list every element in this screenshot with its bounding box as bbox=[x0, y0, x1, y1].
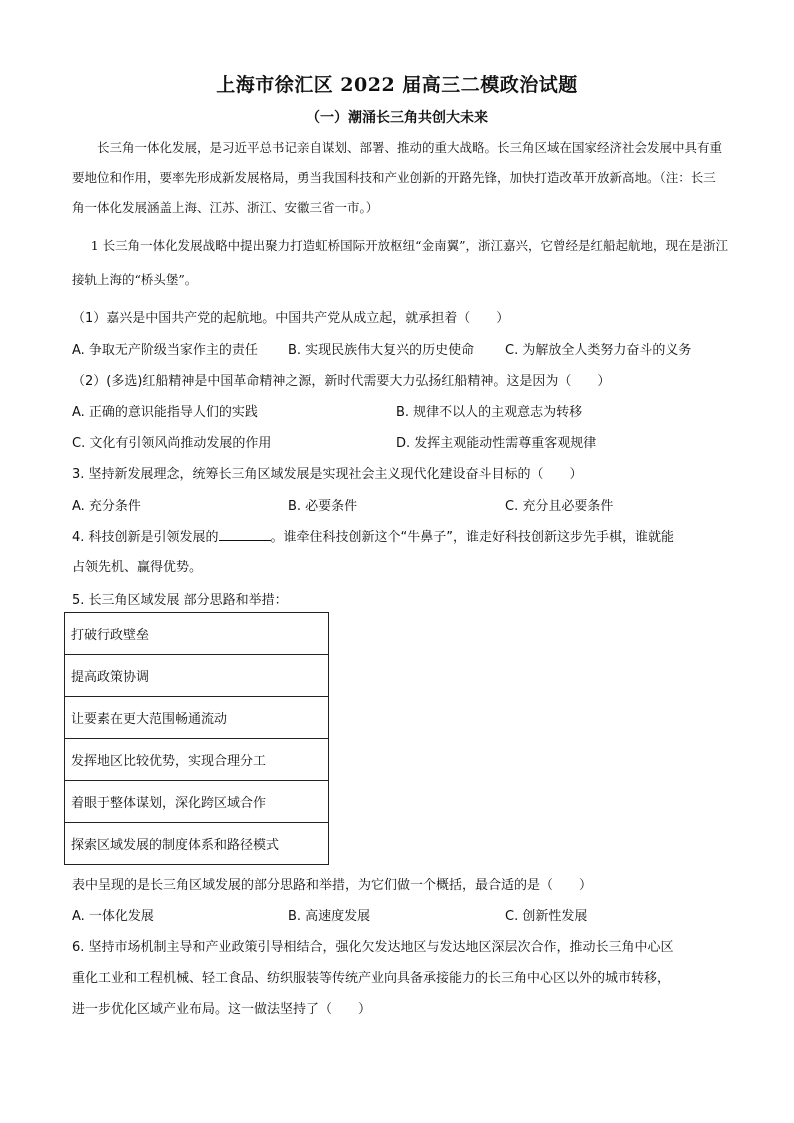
question-1-1-stem: （1）嘉兴是中国共产党的起航地。中国共产党从成立起，就承担着（ ） bbox=[72, 311, 510, 326]
table-row bbox=[65, 823, 329, 865]
question-5-option-a: A. 一体化发展 bbox=[72, 909, 154, 924]
table-row bbox=[65, 781, 329, 823]
table-cell: 着眼于整体谋划，深化跨区域合作 bbox=[65, 781, 329, 823]
table-row bbox=[65, 739, 329, 781]
table-row bbox=[65, 613, 329, 655]
measures-table bbox=[64, 612, 329, 865]
question-1-1-option-a: A. 争取无产阶级当家作主的责任 bbox=[72, 343, 258, 358]
question-5-stem: 5. 长三角区域发展 部分思路和举措： bbox=[72, 593, 288, 608]
question-1-2-option-d: D. 发挥主观能动性需尊重客观规律 bbox=[396, 436, 597, 451]
question-1-2-option-c: C. 文化有引领风尚推动发展的作用 bbox=[72, 436, 272, 451]
question-3-stem: 3. 坚持新发展理念，统筹长三角区域发展是实现社会主义现代化建设奋斗目标的（ ） bbox=[72, 467, 583, 482]
table-cell: 让要素在更大范围畅通流动 bbox=[65, 697, 329, 739]
question-6-line-2: 重化工业和工程机械、轻工食品、纺织服装等传统产业向具备承接能力的长三角中心区以外的城市转移， bbox=[72, 971, 671, 986]
question-4-stem-before: 4. 科技创新是引领发展的 bbox=[72, 530, 219, 545]
table-cell: 探索区域发展的制度体系和路径模式 bbox=[65, 823, 329, 865]
question-3-option-c: C. 充分且必要条件 bbox=[505, 499, 614, 514]
table-cell: 打破行政壁垒 bbox=[65, 613, 329, 655]
intro-text: 长三角一体化发展，是习近平总书记亲自谋划、部署、推动的重大战略。长三角区域在国家经济社会发展中具有重要地位和作用，要率先形成新发展格局，勇当我国科技和产业创新的开路先锋，加快打造改革开放新高地。（注：长三角一体化发展涵盖上海、江苏、浙江、安徽三省一市。） bbox=[72, 140, 723, 215]
table-cell: 提高政策协调 bbox=[65, 655, 329, 697]
question-4-stem-line2: 占领先机、赢得优势。 bbox=[72, 560, 203, 575]
question-6-line-1: 6. 坚持市场机制主导和产业政策引导相结合，强化欠发达地区与发达地区深层次合作，推动长三角中心区 bbox=[72, 940, 674, 955]
question-3-option-a: A. 充分条件 bbox=[72, 499, 141, 514]
question-3-option-b: B. 必要条件 bbox=[288, 499, 358, 514]
question-6-line-3: 进一步优化区域产业布局。这一做法坚持了（ ） bbox=[72, 1002, 372, 1017]
table-cell: 发挥地区比较优势，实现合理分工 bbox=[65, 739, 329, 781]
question-1-2-option-b: B. 规律不以人的主观意志为转移 bbox=[396, 405, 583, 420]
intro-paragraph bbox=[72, 133, 728, 223]
table-row bbox=[65, 655, 329, 697]
question-1-intro-text: 1 长三角一体化发展战略中提出聚力打造虹桥国际开放枢纽“金南翼”，浙江嘉兴，它曾经是红船起航地，现在是浙江接轨上海的“桥头堡”。 bbox=[72, 238, 728, 287]
section-heading: （一）潮涌长三角共创大未来 bbox=[306, 110, 488, 126]
question-4-stem bbox=[72, 526, 674, 545]
question-5-question: 表中呈现的是长三角区域发展的部分思路和举措，为它们做一个概括，最合适的是（ ） bbox=[72, 878, 593, 893]
question-4-stem-after: 。谁牵住科技创新这个“牛鼻子”，谁走好科技创新这步先手棋，谁就能 bbox=[270, 530, 675, 545]
question-1-1-option-b: B. 实现民族伟大复兴的历史使命 bbox=[288, 343, 475, 358]
answer-blank bbox=[219, 527, 271, 541]
question-5-option-b: B. 高速度发展 bbox=[288, 909, 371, 924]
question-1-2-option-a: A. 正确的意识能指导人们的实践 bbox=[72, 405, 258, 420]
question-1-1-option-c: C. 为解放全人类努力奋斗的义务 bbox=[505, 343, 692, 358]
question-1-2-stem: （2）(多选)红船精神是中国革命精神之源，新时代需要大力弘扬红船精神。这是因为（ ） bbox=[72, 374, 611, 389]
table-row bbox=[65, 697, 329, 739]
question-5-option-c: C. 创新性发展 bbox=[505, 909, 588, 924]
exam-title: 上海市徐汇区 2022 届高三二模政治试题 bbox=[216, 74, 578, 96]
question-1-intro bbox=[72, 229, 728, 297]
